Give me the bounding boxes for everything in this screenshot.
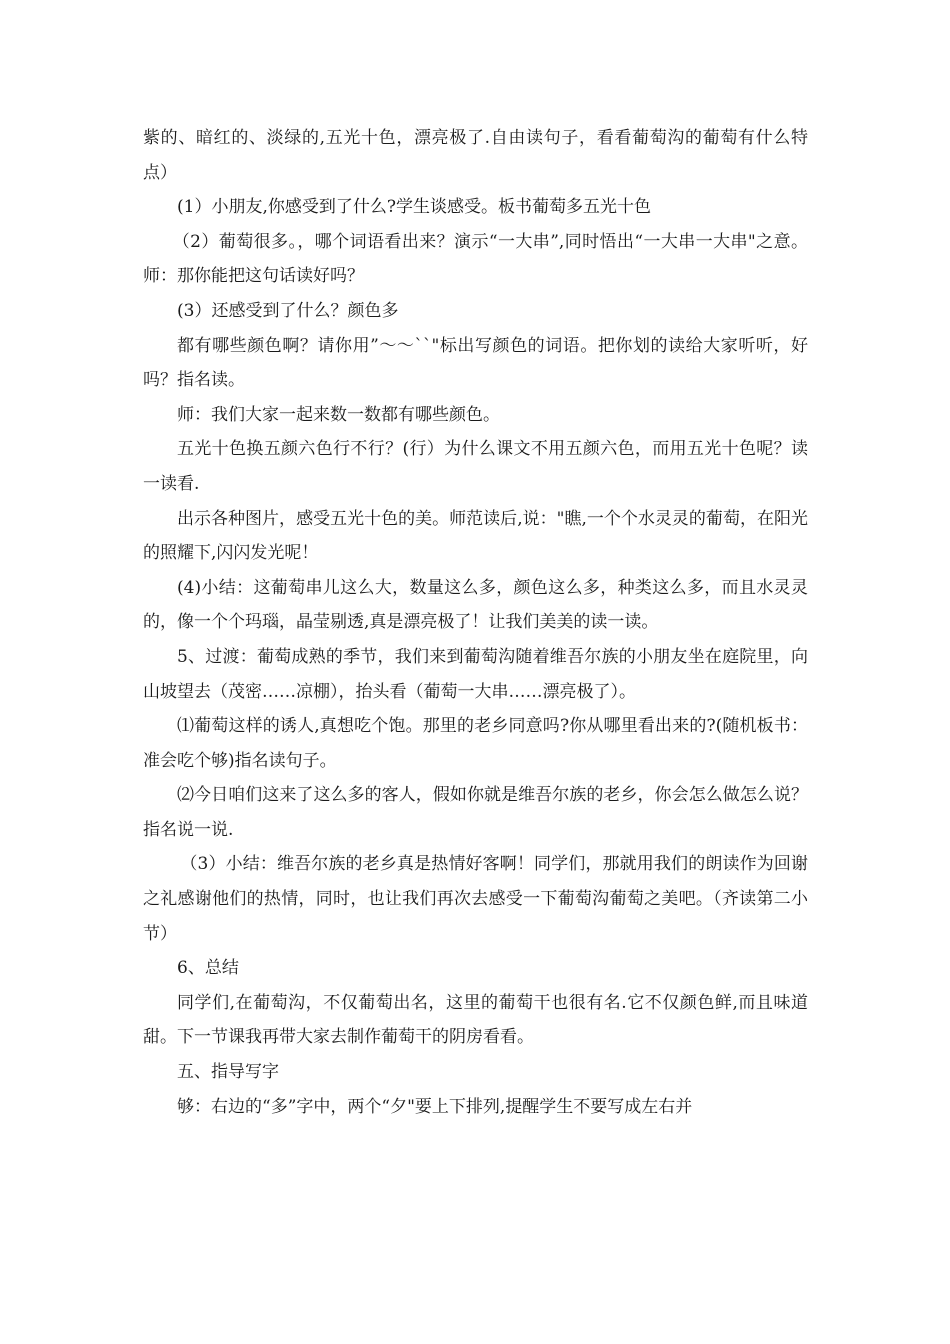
- paragraph: (4)小结：这葡萄串儿这么大，数量这么多，颜色这么多，种类这么多，而且水灵灵的，像一个个玛瑙，晶莹剔透,真是漂亮极了！让我们美美的读一读。: [143, 577, 808, 633]
- section-heading: 6、总结: [177, 958, 239, 979]
- paragraph: 师：我们大家一起来数一数都有哪些颜色。: [177, 404, 500, 425]
- paragraph: ⑴葡萄这样的诱人,真想吃个饱。那里的老乡同意吗?你从哪里看出来的?(随机板书：准会吃个够)指名读句子。: [143, 716, 808, 771]
- paragraph: (3）还感受到了什么？颜色多: [177, 300, 399, 321]
- paragraph: 五光十色换五颜六色行不行？(行）为什么课文不用五颜六色，而用五光十色呢？读一读看.: [143, 439, 808, 494]
- document-body: [143, 121, 808, 1124]
- section-heading: 五、指导写字: [177, 1062, 279, 1083]
- paragraph: 够：右边的“多”字中，两个“夕"要上下排列,提醒学生不要写成左右并: [177, 1096, 693, 1117]
- paragraph: （3）小结：维吾尔族的老乡真是热情好客啊！同学们，那就用我们的朗读作为回谢之礼感谢他们的热情，同时，也让我们再次去感受一下葡萄沟葡萄之美吧。（齐读第二小节）: [143, 854, 808, 944]
- paragraph: 紫的、暗红的、淡绿的,五光十色，漂亮极了.自由读句子，看看葡萄沟的葡萄有什么特点）: [143, 128, 808, 183]
- paragraph: 同学们,在葡萄沟，不仅葡萄出名，这里的葡萄干也很有名.它不仅颜色鲜,而且味道甜。下一节课我再带大家去制作葡萄干的阴房看看。: [143, 992, 808, 1048]
- paragraph: ⑵今日咱们这来了这么多的客人，假如你就是维吾尔族的老乡，你会怎么做怎么说？指名说一说.: [143, 785, 808, 840]
- paragraph: 出示各种图片，感受五光十色的美。师范读后,说："瞧,一个个水灵灵的葡萄，在阳光的照耀下,闪闪发光呢！: [143, 508, 808, 564]
- paragraph: 都有哪些颜色啊？请你用”～～``"标出写颜色的词语。把你划的读给大家听听，好吗？指名读。: [143, 335, 808, 391]
- paragraph: (1）小朋友,你感受到了什么?学生谈感受。板书葡萄多五光十色: [177, 197, 651, 218]
- paragraph: 5、过渡：葡萄成熟的季节，我们来到葡萄沟随着维吾尔族的小朋友坐在庭院里，向山坡望去（茂密……凉棚），抬头看（葡萄一大串……漂亮极了）。: [143, 646, 808, 702]
- paragraph: （2）葡萄很多。，哪个词语看出来？演示“一大串”,同时悟出“一大串一大串"之意。师：那你能把这句话读好吗？: [143, 231, 808, 287]
